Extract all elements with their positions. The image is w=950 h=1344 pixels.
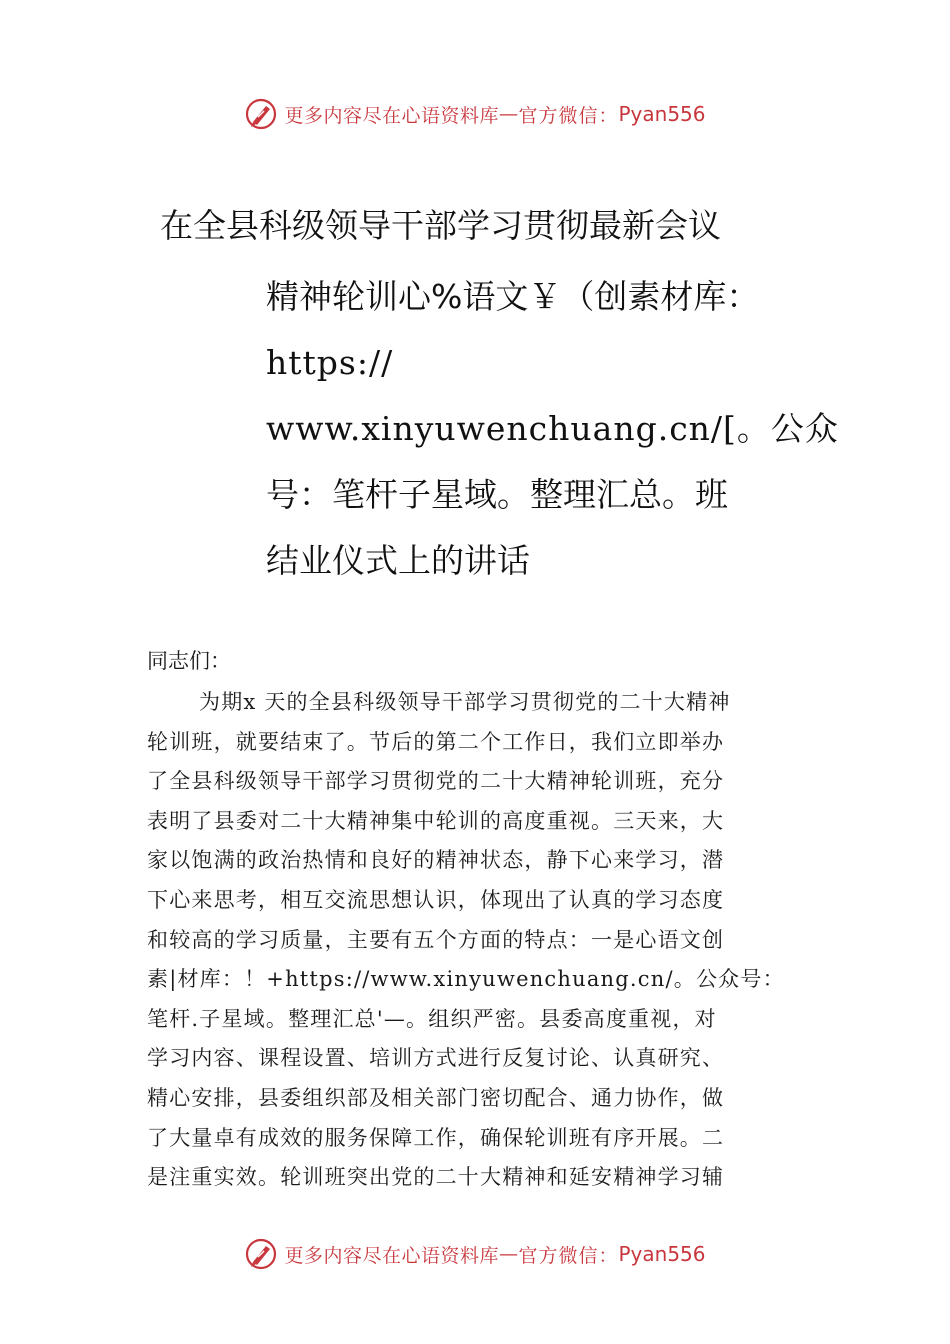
body-line: 素|材库：！+https://www.xinyuwenchuang.cn/。公众号： bbox=[147, 967, 785, 992]
body-line: 了大量卓有成效的服务保障工作，确保轮训班有序开展。二 bbox=[147, 1125, 725, 1150]
banner-site-name: 更多内容尽在心语资料库 bbox=[284, 1244, 499, 1267]
pen-seal-icon bbox=[244, 1237, 278, 1271]
pen-seal-icon bbox=[244, 97, 278, 131]
banner-dash: — bbox=[498, 103, 519, 125]
body-line: 家以饱满的政治热情和良好的精神状态，静下心来学习，潜 bbox=[147, 848, 725, 873]
body-line: 了全县科级领导干部学习贯彻党的二十大精神轮训班，充分 bbox=[147, 769, 725, 794]
body-line: 和较高的学习质量，主要有五个方面的特点：一是心语文创 bbox=[147, 927, 725, 952]
document-title-line-1: 在全县科级领导干部学习贯彻最新会议 bbox=[160, 206, 721, 245]
body-line: 轮训班，就要结束了。节后的第二个工作日，我们立即举办 bbox=[147, 729, 725, 754]
body-line: 下心来思考，相互交流思想认识，体现出了认真的学习态度 bbox=[147, 887, 725, 912]
document-title-line-6: 结业仪式上的讲话 bbox=[266, 541, 530, 580]
header-banner bbox=[0, 94, 950, 134]
document-title-line-4: www.xinyuwenchuang.cn/[。公众 bbox=[266, 409, 839, 448]
body-line: 笔杆.子星域。整理汇总'—。组织严密。县委高度重视，对 bbox=[147, 1006, 717, 1031]
banner-wechat-label: 官方微信： bbox=[518, 1244, 619, 1267]
banner-wechat-id: Pyan556 bbox=[618, 1242, 706, 1266]
body-line: 精心安排，县委组织部及相关部门密切配合、通力协作，做 bbox=[147, 1085, 725, 1110]
document-title-line-2: 精神轮训心%语文￥（创素材库： bbox=[266, 277, 760, 316]
salutation: 同志们： bbox=[147, 649, 231, 673]
document-title-continuation bbox=[266, 264, 839, 594]
banner-wechat-label: 官方微信： bbox=[518, 104, 619, 127]
body-line: 表明了县委对二十大精神集中轮训的高度重视。三天来，大 bbox=[147, 808, 725, 833]
banner-dash: — bbox=[498, 1243, 519, 1265]
banner-wechat-id: Pyan556 bbox=[618, 102, 706, 126]
body-line: 学习内容、课程设置、培训方式进行反复讨论、认真研究、 bbox=[147, 1046, 725, 1071]
banner-site-name: 更多内容尽在心语资料库 bbox=[284, 104, 499, 127]
body-line: 为期x 天的全县科级领导干部学习贯彻党的二十大精神 bbox=[199, 690, 731, 714]
document-title-line-3: https:// bbox=[266, 343, 394, 382]
footer-banner bbox=[0, 1234, 950, 1274]
body-paragraph bbox=[147, 684, 817, 1199]
document-title-line-5: 号：笔杆子星域。整理汇总。班 bbox=[266, 475, 728, 514]
body-line: 是注重实效。轮训班突出党的二十大精神和延安精神学习辅 bbox=[147, 1165, 725, 1190]
